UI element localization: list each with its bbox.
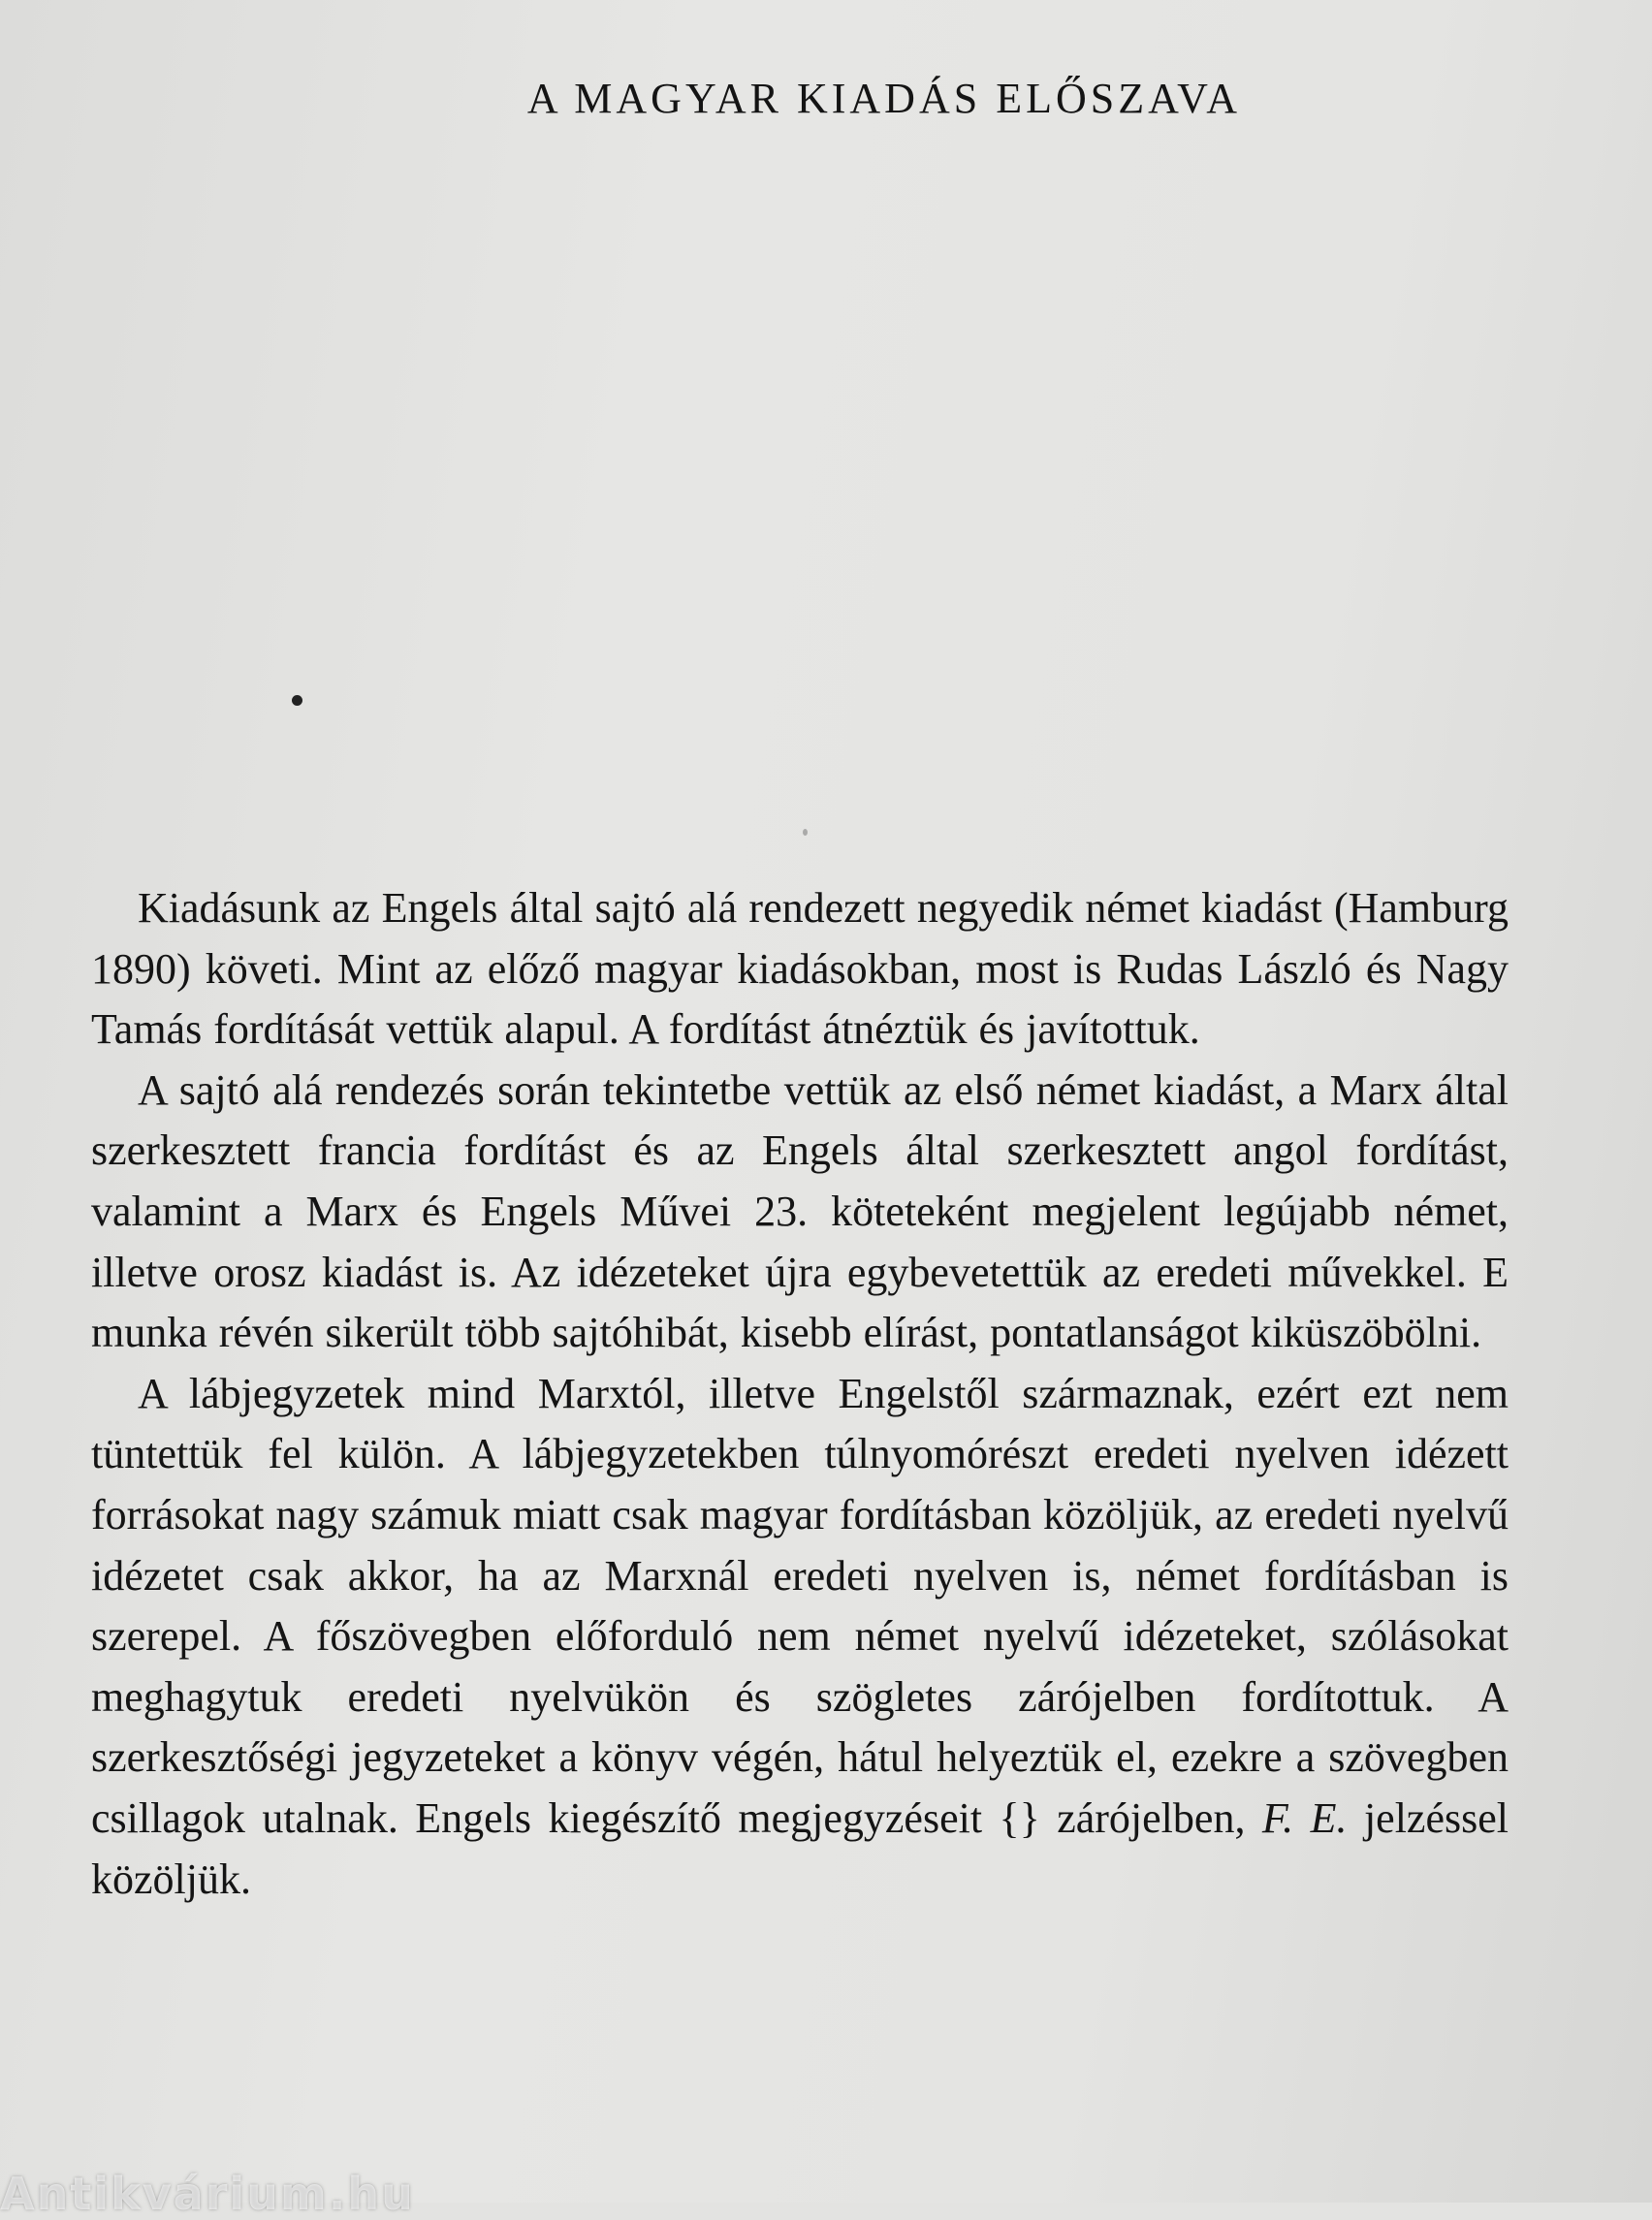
paragraph-1: Kiadásunk az Engels által sajtó alá rendezett negyedik német kiadást (Hamburg 1890) követi. Mint az előző magyar kiadásokban, most is Rudas László és Nagy Tamás fordítását vettük alapul. A fordítást átnéztük és javítottuk. [91,884,1509,1054]
paragraph-3-italic: F. E. [1261,1793,1348,1842]
page-title: A MAGYAR KIADÁS ELŐSZAVA [526,75,1242,122]
paragraph-2: A sajtó alá rendezés során tekintetbe vettük az első német kiadást, a Marx által szerkesztett francia fordítást és az Engels által szerkesztett angol fordítást, valamint a Marx és Engels Művei 23. köteteként megjelent legújabb német, illetve orosz kiadást is. Az idézeteket újra egybevetettük az eredeti művekkel. E munka révén sikerült több sajtóhibát, kisebb elírást, pontatlanságot kiküszöbölni. [91,1065,1509,1357]
paragraph-3-text: A lábjegyzetek mind Marxtól, illetve Engelstől származnak, ezért ezt nem tüntettük fel külön. A lábjegyzetekben túlnyomórészt eredeti nyelven idézett forrásokat nagy számuk miatt csak magyar fordításban közöljük, az eredeti nyelvű idézetet csak akkor, ha az Marxnál eredeti nyelven is, német fordításban is szerepel. A főszövegben előforduló nem német nyelvű idézeteket, szólásokat meghagytuk eredeti nyelvükön és szögletes zárójelben fordítottuk. A szerkesztőségi jegyzeteket a könyv végén, hátul helyeztük el, ezekre a szövegben csillagok utalnak. Engels kiegészítő megjegyzéseit {} zárójelben, [91,1369,1509,1842]
watermark: Antikvárium.hu [0,2168,415,2220]
preface-body [91,878,1509,1910]
paragraph-3-tail: jelzéssel közöljük. [91,1793,1509,1903]
paragraph-3 [91,1364,1509,1910]
printed-dot-mark [292,695,302,706]
paper-speck [803,829,808,836]
